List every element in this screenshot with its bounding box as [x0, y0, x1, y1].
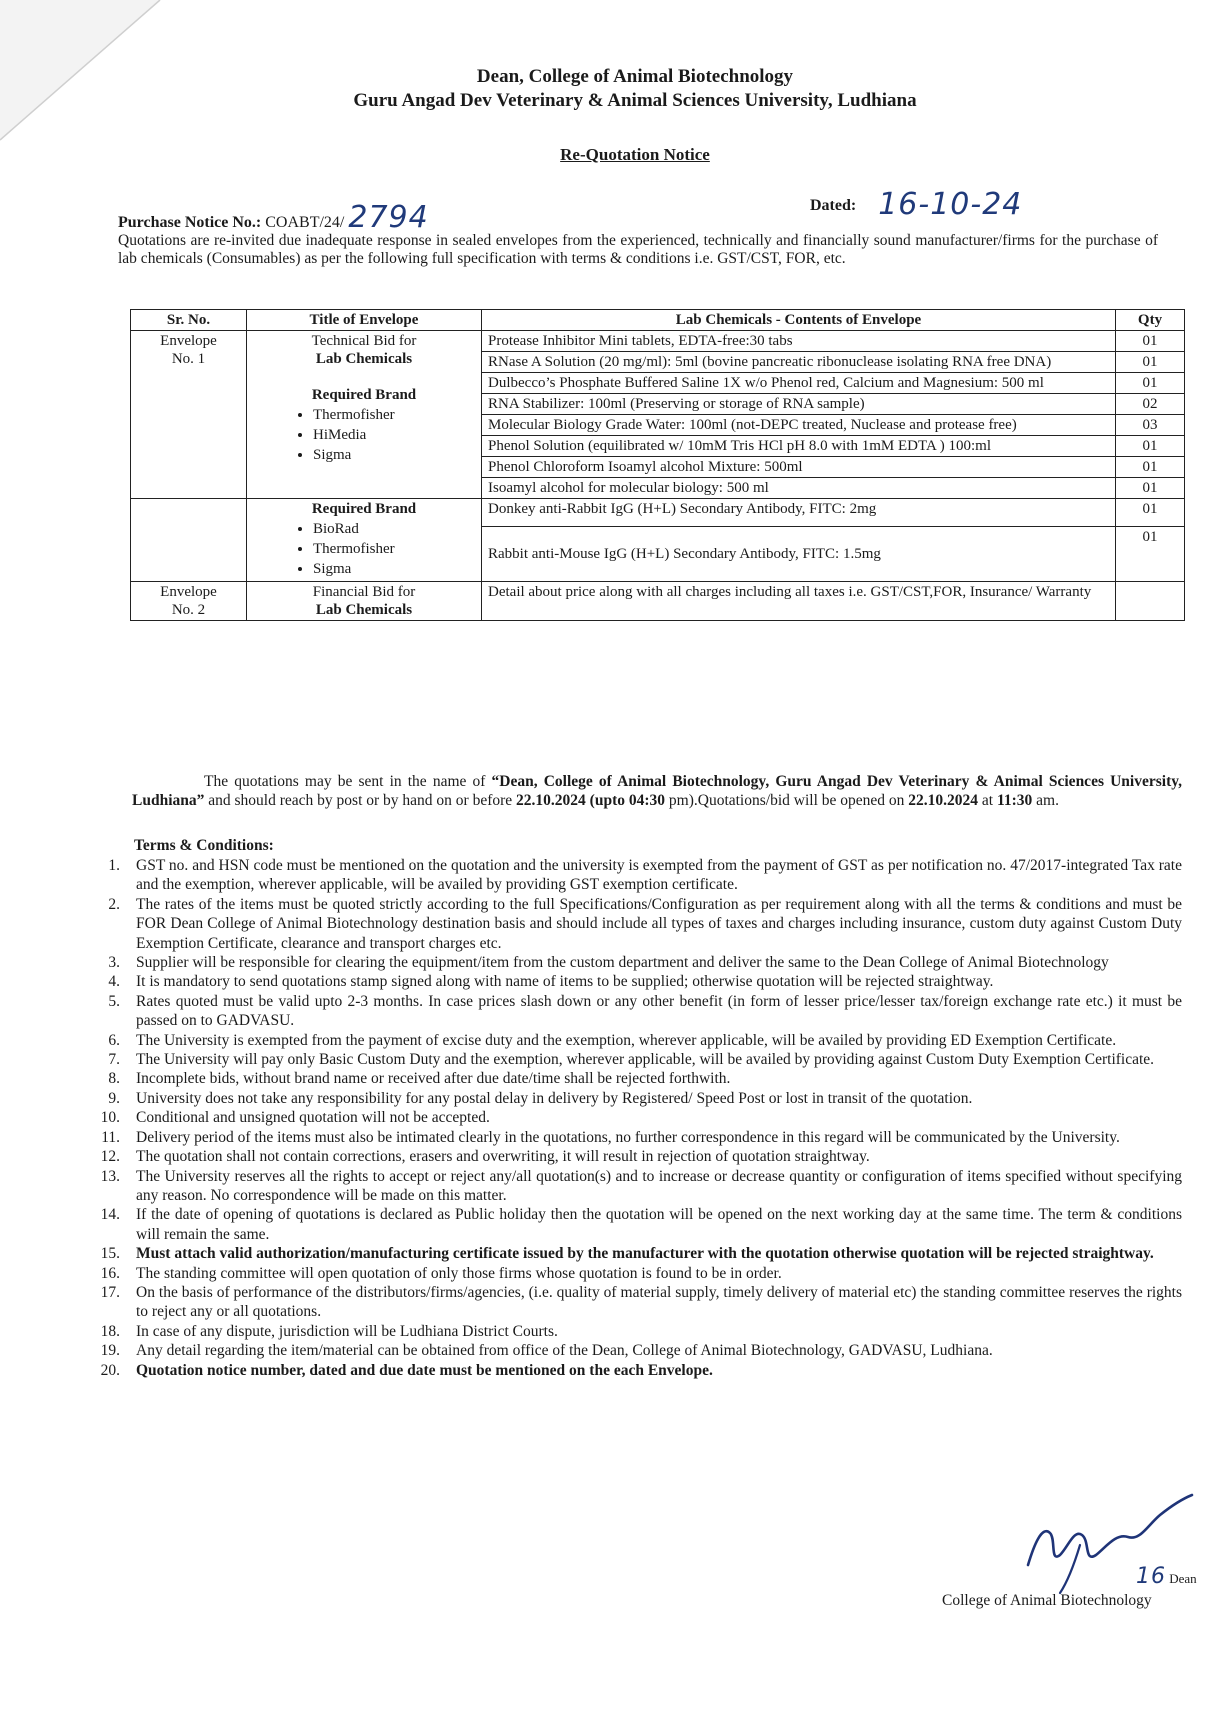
term-item — [90, 1031, 1182, 1050]
header-sr-no: Sr. No. — [131, 310, 247, 331]
term-number: 8. — [108, 1070, 120, 1088]
term-item — [90, 1283, 1182, 1322]
term-number: 9. — [108, 1089, 120, 1107]
term-number: 4. — [108, 973, 120, 991]
item-name: Isoamyl alcohol for molecular biology: 500 ml — [482, 478, 1116, 499]
term-number: 10. — [100, 1109, 120, 1127]
term-item — [90, 972, 1182, 991]
term-text: If the date of opening of quotations is declared as Public holiday then the quotation will be opened on the next working day at the same time. The term & conditions will remain the same. — [136, 1206, 1182, 1243]
item-qty: 01 — [1116, 352, 1185, 373]
term-item — [90, 895, 1182, 953]
submission-addressee: “Dean, College of Animal Biotechnology, Guru Angad Dev Veterinary & Animal Sciences University, Ludhiana” — [132, 773, 1183, 809]
table-header-row — [131, 310, 1185, 331]
submission-due-date: 22.10.2024 (upto 04:30 — [516, 792, 666, 809]
term-item — [90, 856, 1182, 895]
term-number: 17. — [100, 1283, 120, 1301]
envelope1-label: Envelope — [160, 333, 217, 349]
term-number: 15. — [100, 1245, 120, 1263]
term-item — [90, 1341, 1182, 1360]
envelope1-title-line2: Lab Chemicals — [315, 351, 413, 367]
signature-org: College of Animal Biotechnology — [942, 1592, 1152, 1609]
header-qty: Qty — [1116, 310, 1185, 331]
antibody-sr-cell — [131, 499, 247, 582]
submission-text: pm).Quotations/bid will be opened on — [665, 792, 909, 809]
item-qty: 01 — [1116, 527, 1185, 582]
term-item — [90, 1205, 1182, 1244]
term-item — [90, 1264, 1182, 1283]
table-row — [131, 331, 1185, 352]
table-row — [131, 582, 1185, 621]
brand-item: • Sigma — [313, 446, 475, 464]
item-qty: 01 — [1116, 499, 1185, 527]
envelope2-title-line1: Financial Bid for — [312, 584, 416, 600]
term-text: GST no. and HSN code must be mentioned on the quotation and the university is exempted from the payment of GST as per notification no. 47/2017-integrated Tax rate and the exemption, wherever applicable, will be availed by providing GST exemption certificate. — [136, 857, 1182, 894]
term-number: 13. — [100, 1167, 120, 1185]
chemicals-table — [130, 309, 1185, 621]
term-text: The University will pay only Basic Custom Duty and the exemption, wherever applicable, will be availed by providing against Custom Duty Exemption Certificate. — [136, 1051, 1155, 1069]
signature-title: Dean — [1169, 1571, 1197, 1586]
item-name: RNase A Solution (20 mg/ml): 5ml (bovine pancreatic ribonuclease isolating RNA free DNA) — [482, 352, 1116, 373]
term-text: Any detail regarding the item/material can be obtained from office of the Dean, College of Animal Biotechnology, GADVASU, Ludhiana. — [136, 1342, 993, 1360]
term-text: Incomplete bids, without brand name or received after due date/time shall be rejected forthwith. — [136, 1070, 731, 1088]
terms-list — [90, 856, 1182, 1380]
brand-item: • Thermofisher — [313, 540, 475, 558]
item-qty: 01 — [1116, 457, 1185, 478]
table-row — [131, 499, 1185, 527]
term-text: Conditional and unsigned quotation will not be accepted. — [136, 1109, 490, 1127]
envelope1-brand-heading: Required Brand — [311, 387, 417, 403]
term-item — [90, 1089, 1182, 1108]
envelope1-title-cell — [247, 331, 482, 499]
item-qty: 03 — [1116, 415, 1185, 436]
signature-handwritten-date: 16 — [1136, 1564, 1166, 1589]
term-text: Delivery period of the items must also be intimated clearly in the quotations, no further correspondence in this regard will be communicated by the University. — [136, 1128, 1120, 1146]
term-item — [90, 1050, 1182, 1069]
envelope1-number: No. 1 — [171, 351, 206, 367]
term-number: 5. — [108, 992, 120, 1010]
antibody-brand-cell — [247, 499, 482, 582]
item-name: Donkey anti-Rabbit IgG (H+L) Secondary Antibody, FITC: 2mg — [482, 499, 1116, 527]
dated-field — [810, 183, 1023, 222]
submission-text: at — [978, 792, 997, 809]
item-name: Phenol Solution (equilibrated w/ 10mM Tris HCl pH 8.0 with 1mM EDTA ) 100:ml — [482, 436, 1116, 457]
submission-open-date: 22.10.2024 — [908, 792, 979, 809]
term-text: Rates quoted must be valid upto 2-3 months. In case prices slash down or any other benefit (in form of lesser price/lesser tax/foreign exchange rate etc.) it must be passed on to GADVASU. — [136, 992, 1182, 1030]
purchase-notice-prefix: COABT/24/ — [265, 214, 345, 231]
envelope1-title-line1: Technical Bid for — [311, 333, 417, 349]
term-item — [90, 1108, 1182, 1127]
submission-text: The quotations may be sent in the name of — [204, 773, 492, 790]
terms-title: Terms & Conditions: — [134, 837, 274, 854]
header-contents: Lab Chemicals - Contents of Envelope — [482, 310, 1116, 331]
term-text: Quotation notice number, dated and due date must be mentioned on the each Envelope. — [136, 1361, 713, 1379]
envelope2-label: Envelope — [160, 584, 217, 600]
term-text: The standing committee will open quotation of only those firms whose quotation is found to be in order. — [136, 1264, 782, 1282]
item-name: RNA Stabilizer: 100ml (Preserving or storage of RNA sample) — [482, 394, 1116, 415]
envelope2-title-line2: Lab Chemicals — [315, 602, 413, 618]
submission-text: and should reach by post or by hand on or before — [204, 792, 517, 809]
term-text: On the basis of performance of the distributors/firms/agencies, (i.e. quality of material supply, timely delivery of material etc) the standing committee reserves the rights to reject any or all quotations. — [136, 1283, 1182, 1321]
brand-item: • Thermofisher — [313, 406, 475, 424]
term-text: The University is exempted from the payment of excise duty and the exemption, wherever applicable, will be availed by providing ED Exemption Certificate. — [136, 1031, 1117, 1049]
header-dean-line: Dean, College of Animal Biotechnology — [476, 66, 794, 87]
envelope2-content: Detail about price along with all charges including all taxes i.e. GST/CST,FOR, Insurance/ Warranty — [482, 582, 1116, 621]
term-item — [90, 1128, 1182, 1147]
dated-handwritten-value: 16-10-24 — [878, 187, 1023, 222]
item-qty: 01 — [1116, 331, 1185, 352]
term-item — [90, 992, 1182, 1031]
term-text: It is mandatory to send quotations stamp signed along with name of items to be supplied; otherwise quotation will be rejected straightway. — [136, 973, 994, 991]
term-number: 6. — [108, 1031, 120, 1049]
term-text: In case of any dispute, jurisdiction will be Ludhiana District Courts. — [136, 1322, 558, 1340]
item-name: Dulbecco’s Phosphate Buffered Saline 1X w/o Phenol red, Calcium and Magnesium: 500 ml — [482, 373, 1116, 394]
dated-label: Dated: — [810, 197, 857, 214]
envelope2-number: No. 2 — [171, 602, 206, 618]
term-item — [90, 1167, 1182, 1206]
term-item — [90, 1361, 1182, 1380]
term-number: 19. — [100, 1342, 120, 1360]
purchase-notice-label: Purchase Notice No.: — [118, 214, 262, 231]
item-qty: 01 — [1116, 373, 1185, 394]
item-name: Rabbit anti-Mouse IgG (H+L) Secondary Antibody, FITC: 1.5mg — [482, 527, 1116, 582]
intro-paragraph: Quotations are re-invited due inadequate response in sealed envelopes from the experienced, technically and financially sound manufacturer/firms for the purchase of lab chemicals (Consumables) as per the following full specification with terms & conditions i.e. GST/CST, FOR, etc. — [118, 232, 1158, 267]
term-number: 11. — [101, 1128, 120, 1146]
envelope1-sr-cell — [131, 331, 247, 499]
brand-item: • HiMedia — [313, 426, 475, 444]
notice-title: Re-Quotation Notice — [560, 145, 710, 164]
term-number: 12. — [100, 1148, 120, 1166]
item-qty: 02 — [1116, 394, 1185, 415]
term-item — [90, 1069, 1182, 1088]
term-text: The rates of the items must be quoted strictly according to the full Specifications/Configuration as per requirement along with all the terms & conditions and must be FOR Dean College of Animal Biotechnology destination basis and should include all types of taxes and charges including insurance, custom duty against Custom Duty Exemption Certificate, clearance and transport charges etc. — [136, 895, 1182, 952]
submission-paragraph — [132, 772, 1182, 810]
item-qty: 01 — [1116, 436, 1185, 457]
term-number: 1. — [108, 857, 120, 874]
submission-text: am. — [1032, 792, 1059, 809]
envelope2-sr-cell — [131, 582, 247, 621]
purchase-notice-handwritten-number: 2794 — [348, 200, 429, 235]
term-number: 7. — [108, 1051, 120, 1069]
term-item — [90, 1322, 1182, 1341]
term-item — [90, 953, 1182, 972]
term-item — [90, 1244, 1182, 1263]
item-name: Phenol Chloroform Isoamyl alcohol Mixture: 500ml — [482, 457, 1116, 478]
envelope1-brand-list — [253, 406, 475, 464]
antibody-brand-list — [253, 520, 475, 578]
term-text: The quotation shall not contain corrections, erasers and overwriting, it will result in rejection of quotation straightway. — [136, 1148, 870, 1166]
antibody-brand-heading: Required Brand — [311, 501, 417, 517]
header-university-line: Guru Angad Dev Veterinary & Animal Sciences University, Ludhiana — [353, 90, 917, 111]
item-qty: 01 — [1116, 478, 1185, 499]
envelope2-qty — [1116, 582, 1185, 621]
brand-item: • BioRad — [313, 520, 475, 538]
term-number: 16. — [100, 1264, 120, 1282]
term-number: 2. — [108, 895, 120, 913]
envelope2-title-cell — [247, 582, 482, 621]
submission-open-time: 11:30 — [996, 792, 1033, 809]
header-title: Title of Envelope — [247, 310, 482, 331]
term-number: 14. — [100, 1206, 120, 1224]
item-name: Molecular Biology Grade Water: 100ml (not-DEPC treated, Nuclease and protease free) — [482, 415, 1116, 436]
term-text: The University reserves all the rights to accept or reject any/all quotation(s) and to increase or decrease quantity or configuration of items specified without specifying any reason. No correspondence will be made on this matter. — [136, 1167, 1182, 1204]
term-number: 20. — [100, 1361, 120, 1379]
term-text: Must attach valid authorization/manufacturing certificate issued by the manufacturer with the quotation otherwise quotation will be rejected straightway. — [136, 1245, 1154, 1263]
signature-dean-block — [1136, 1564, 1197, 1589]
term-item — [90, 1147, 1182, 1166]
term-number: 18. — [100, 1322, 120, 1340]
term-text: University does not take any responsibility for any postal delay in delivery by Registered/ Speed Post or lost in transit of the quotation. — [136, 1089, 973, 1107]
purchase-notice-number — [118, 200, 429, 235]
brand-item: • Sigma — [313, 560, 475, 578]
term-number: 3. — [108, 954, 120, 972]
item-name: Protease Inhibitor Mini tablets, EDTA-free:30 tabs — [482, 331, 1116, 352]
term-text: Supplier will be responsible for clearing the equipment/item from the custom department and deliver the same to the Dean College of Animal Biotechnology — [136, 954, 1109, 972]
